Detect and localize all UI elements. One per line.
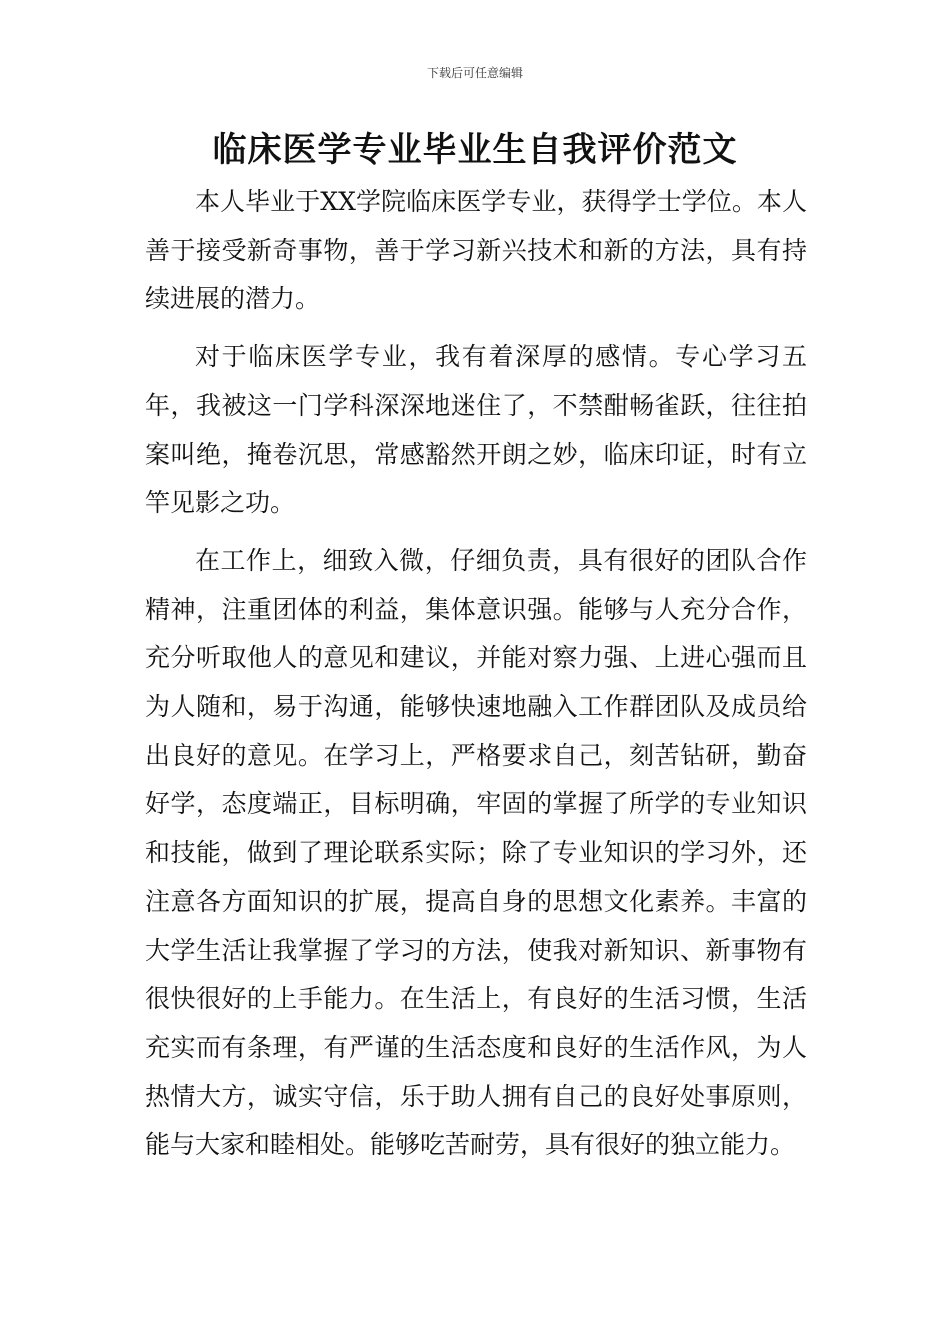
paragraph-1: 本人毕业于XX学院临床医学专业，获得学士学位。本人善于接受新奇事物，善于学习新兴技术和新的方法，具有持续进展的潜力。 [145,187,807,314]
paragraph-2: 对于临床医学专业，我有着深厚的感情。专心学习五年，我被这一门学科深深地迷住了，不禁酣畅雀跃，往往拍案叫绝，掩卷沉思，常感豁然开朗之妙，临床印证，时有立竿见影之功。 [145,342,807,518]
document-body [145,178,807,1170]
header-note: 下载后可任意编辑 [426,66,523,80]
paragraph-3: 在工作上，细致入微，仔细负责，具有很好的团队合作精神，注重团体的利益，集体意识强。能够与人充分合作，充分听取他人的意见和建议，并能对察力强、上进心强而且为人随和，易于沟通，能够快速地融入工作群团队及成员给出良好的意见。在学习上，严格要求自己，刻苦钻研，勤奋好学，态度端正，目标明确，牢固的掌握了所学的专业知识和技能，做到了理论联系实际；除了专业知识的学习外，还注意各方面知识的扩展，提高自身的思想文化素养。丰富的大学生活让我掌握了学习的方法，使我对新知识、新事物有很快很好的上手能力。在生活上，有良好的生活习惯，生活充实而有条理，有严谨的生活态度和良好的生活作风，为人热情大方，诚实守信，乐于助人拥有自己的良好处事原则，能与大家和睦相处。能够吃苦耐劳，具有很好的独立能力。 [145,545,807,1160]
document-title: 临床医学专业毕业生自我评价范文 [212,130,738,170]
